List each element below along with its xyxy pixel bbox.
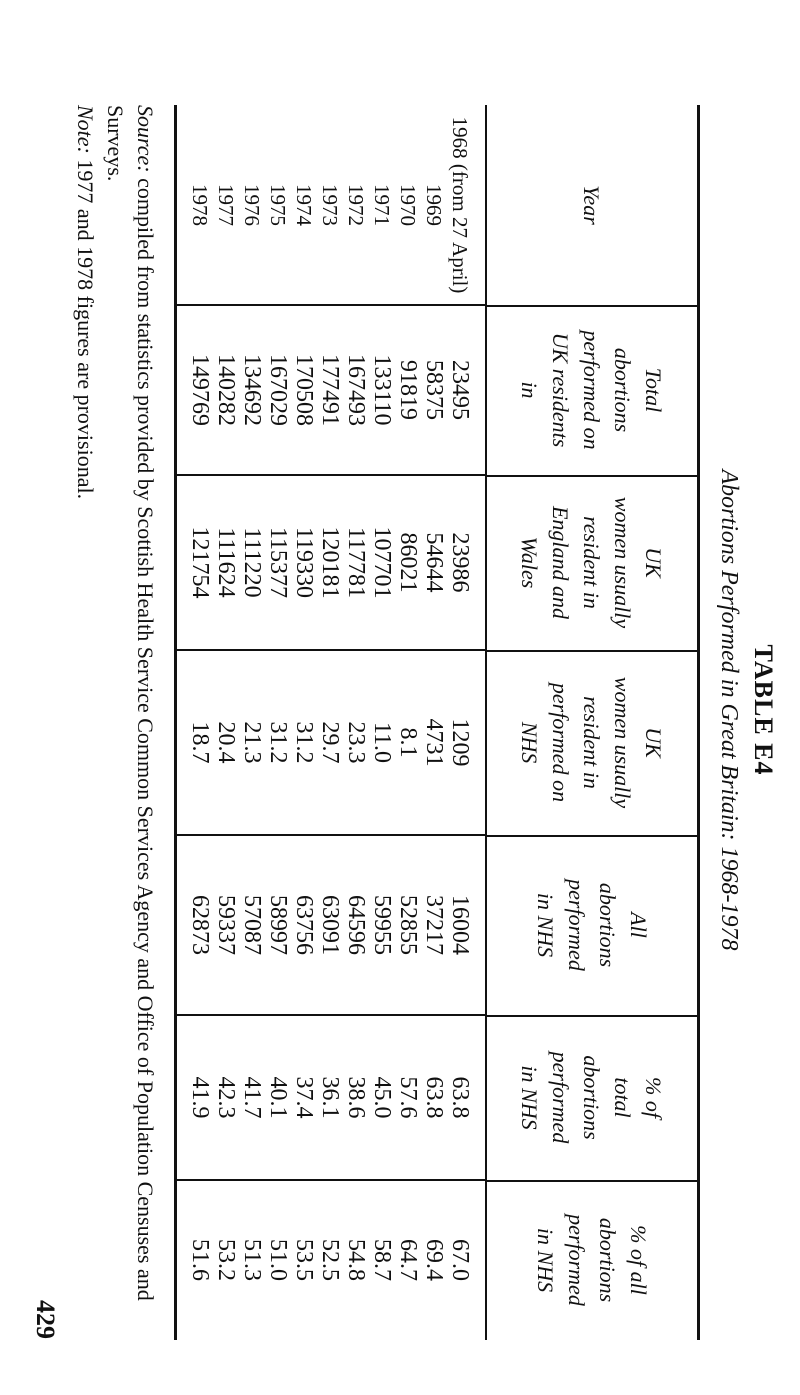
table-cell: 51.6 xyxy=(187,1239,213,1281)
header-line: performed on xyxy=(548,682,574,803)
header-line: Total xyxy=(641,367,667,413)
table-cell: 69.4 xyxy=(421,1239,447,1281)
header-line: % of all xyxy=(626,1225,651,1295)
header-line: UK residents xyxy=(548,332,574,448)
table-cell: 23.3 xyxy=(343,721,369,764)
column-divider xyxy=(177,1014,487,1016)
source-text: compiled from statistics provided by Scottish Health Service Common Services Agency and Office of Population Censuses and Surveys. xyxy=(103,105,158,1301)
table-cell: 23495 xyxy=(447,360,473,420)
table-cell: 18.7 xyxy=(187,721,213,764)
table-cell: 36.1 xyxy=(317,1076,343,1119)
header-line: Year xyxy=(579,185,605,225)
column-divider xyxy=(177,649,487,651)
table-cell: 42.3 xyxy=(213,1076,239,1119)
table-cell: 170508 xyxy=(291,354,317,426)
page-number: 429 xyxy=(31,1300,60,1339)
table-cell: 140282 xyxy=(213,354,239,426)
header-line: abortions xyxy=(610,347,636,433)
header-line: % of xyxy=(641,1077,667,1118)
table-cell: 111624 xyxy=(213,527,239,598)
column-divider xyxy=(177,304,487,306)
header-line: total xyxy=(610,1077,636,1118)
table-cell: 45.0 xyxy=(369,1076,395,1119)
table-cell: 57.6 xyxy=(395,1076,421,1119)
header-cell-2 xyxy=(487,475,697,652)
header-line: performed on xyxy=(579,330,605,450)
table-cell: 177491 xyxy=(317,354,343,426)
header-cell-1 xyxy=(487,305,697,477)
header-cell-0 xyxy=(487,105,697,307)
table-cell: 52.5 xyxy=(317,1239,343,1281)
header-line: NHS xyxy=(517,721,543,764)
column-divider xyxy=(177,1179,487,1181)
table-cell: 64596 xyxy=(343,895,369,955)
table-cell: 167493 xyxy=(343,354,369,426)
header-line: performed xyxy=(564,1214,589,1306)
table-cell: 120181 xyxy=(317,526,343,599)
table-cell: 1975 xyxy=(266,184,290,226)
table-cell: 4731 xyxy=(421,718,447,767)
table-cell: 21.3 xyxy=(239,721,265,764)
table-cell: 63091 xyxy=(317,895,343,955)
source-label: Source: xyxy=(133,105,158,173)
table-cell: 58375 xyxy=(421,360,447,420)
table-cell: 20.4 xyxy=(213,721,239,764)
table-cell: 1974 xyxy=(292,184,316,226)
table-header-row xyxy=(485,105,697,1340)
table-cell: 63.8 xyxy=(447,1076,473,1119)
header-line: performed xyxy=(564,879,589,971)
header-cell-6 xyxy=(487,1180,697,1340)
header-line: England and xyxy=(548,505,574,620)
table-cell: 54644 xyxy=(421,532,447,593)
table-cell: 53.5 xyxy=(291,1239,317,1281)
table-cell: 107701 xyxy=(369,526,395,599)
header-line: UK xyxy=(641,727,667,758)
header-line: in NHS xyxy=(533,1227,558,1293)
table-cell: 57087 xyxy=(239,895,265,955)
table-cell: 51.3 xyxy=(239,1239,265,1281)
header-line: abortions xyxy=(595,1217,620,1303)
table-cell: 16004 xyxy=(447,895,473,955)
header-line: in NHS xyxy=(533,892,558,958)
table-cell: 62873 xyxy=(187,895,213,955)
table-cell: 11.0 xyxy=(369,721,395,764)
table-cell: 133110 xyxy=(369,354,395,426)
header-line: All xyxy=(626,912,651,938)
table-row xyxy=(184,105,215,1340)
header-line: abortions xyxy=(579,1055,605,1140)
table-cell: 67.0 xyxy=(447,1239,473,1281)
table-cell: 86021 xyxy=(395,532,421,593)
table-cell: 134692 xyxy=(239,354,265,426)
table-cell: 37.4 xyxy=(291,1076,317,1119)
table-cell: 149769 xyxy=(187,354,213,426)
header-line: in xyxy=(517,381,543,399)
header-cell-5 xyxy=(487,1015,697,1182)
table-cell: 115377 xyxy=(265,526,291,599)
header-line: women usually xyxy=(610,676,636,809)
abortions-table xyxy=(174,105,700,1340)
table-cell: 121754 xyxy=(187,526,213,599)
table-cell: 63756 xyxy=(291,895,317,955)
table-title: TABLE E4 xyxy=(749,644,778,776)
table-cell: 1977 xyxy=(214,184,238,226)
table-cell: 58.7 xyxy=(369,1239,395,1281)
table-cell: 1972 xyxy=(344,184,368,226)
table-cell: 41.9 xyxy=(187,1076,213,1119)
table-cell: 29.7 xyxy=(317,721,343,764)
table-cell: 59337 xyxy=(213,895,239,955)
header-line: performed xyxy=(548,1051,574,1144)
table-cell: 63.8 xyxy=(421,1076,447,1119)
table-cell: 64.7 xyxy=(395,1239,421,1281)
table-cell: 1969 xyxy=(422,184,446,226)
table-cell: 52855 xyxy=(395,895,421,955)
table-cell: 119330 xyxy=(291,526,317,599)
table-cell: 1209 xyxy=(447,718,473,767)
table-cell: 59955 xyxy=(369,895,395,955)
column-divider xyxy=(177,474,487,476)
table-cell: 111220 xyxy=(239,527,265,598)
source-note xyxy=(100,105,160,1340)
table-cell: 91819 xyxy=(395,360,421,420)
table-cell: 51.0 xyxy=(265,1239,291,1281)
table-cell: 37217 xyxy=(421,895,447,955)
header-line: UK xyxy=(641,547,667,578)
column-divider xyxy=(177,834,487,836)
table-cell: 1976 xyxy=(240,184,264,226)
table-cell: 167029 xyxy=(265,354,291,426)
header-line: Wales xyxy=(517,536,543,589)
table-cell: 31.2 xyxy=(265,721,291,764)
table-cell: 1968 (from 27 April) xyxy=(448,116,472,294)
table-cell: 41.7 xyxy=(239,1076,265,1119)
table-cell: 40.1 xyxy=(265,1076,291,1119)
table-cell: 38.6 xyxy=(343,1076,369,1119)
table-cell: 1971 xyxy=(370,184,394,226)
table-cell: 8.1 xyxy=(395,727,421,758)
table-cell: 1978 xyxy=(188,184,212,226)
table-cell: 53.2 xyxy=(213,1239,239,1281)
table-cell: 23986 xyxy=(447,532,473,593)
header-cell-4 xyxy=(487,835,697,1017)
note-label: Note: xyxy=(73,105,98,154)
table-cell: 1970 xyxy=(396,184,420,226)
header-line: women usually xyxy=(610,496,636,629)
table-cell: 1973 xyxy=(318,184,342,226)
table-cell: 31.2 xyxy=(291,721,317,764)
table-notes xyxy=(70,105,160,1340)
table-cell: 117781 xyxy=(343,526,369,599)
header-line: resident in xyxy=(579,516,605,609)
table-cell: 58997 xyxy=(265,895,291,955)
header-line: abortions xyxy=(595,882,620,968)
header-line: in NHS xyxy=(517,1065,543,1130)
table-cell: 54.8 xyxy=(343,1239,369,1281)
note-text: 1977 and 1978 figures are provisional. xyxy=(73,159,98,500)
header-cell-3 xyxy=(487,650,697,837)
table-heading: Abortions Performed in Great Britain: 1968-1978 xyxy=(716,469,742,951)
provisional-note xyxy=(70,105,100,1340)
header-line: resident in xyxy=(579,696,605,789)
